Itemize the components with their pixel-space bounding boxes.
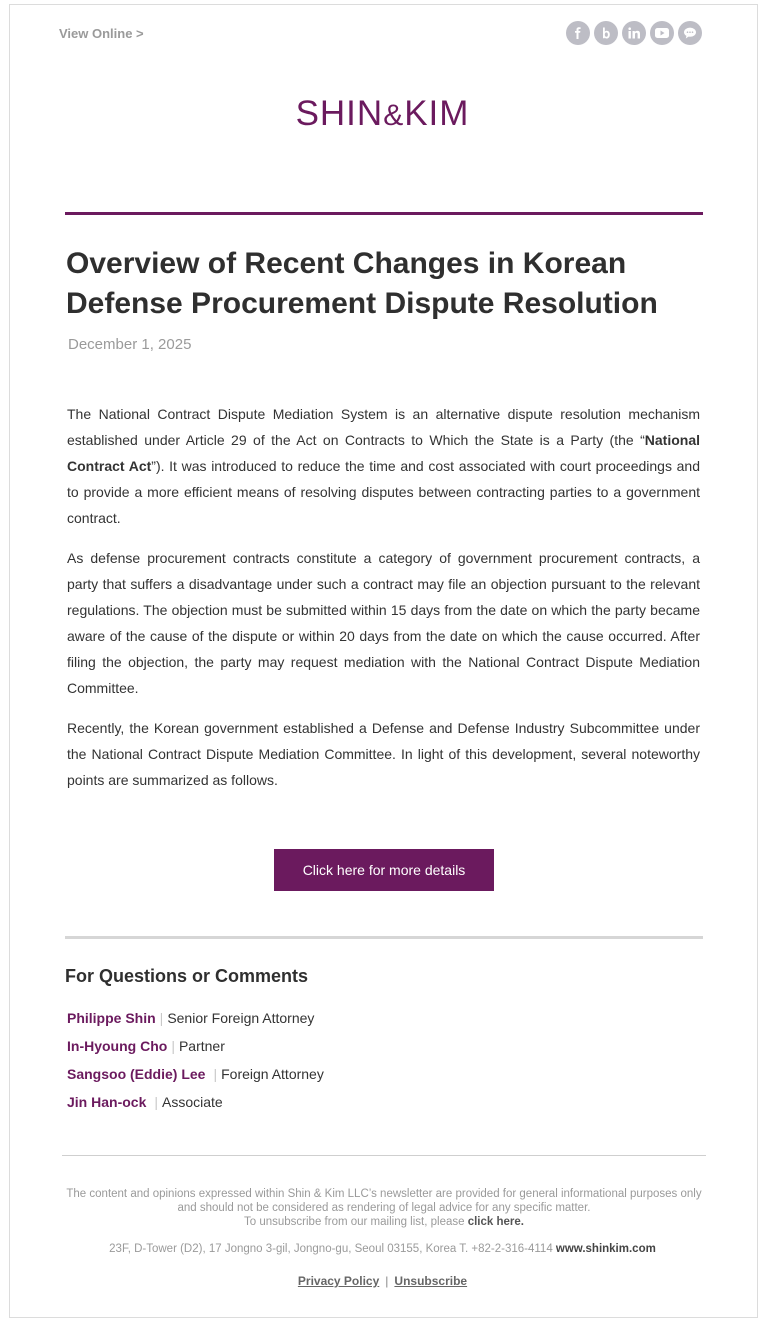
article-title: Overview of Recent Changes in Korean Defense Procurement Dispute Resolution [66, 247, 658, 320]
chat-icon[interactable] [678, 21, 702, 45]
youtube-icon[interactable] [650, 21, 674, 45]
contact-name-link[interactable]: Jin Han-ock [67, 1094, 147, 1110]
article-paragraph-3: Recently, the Korean government established a Defense and Defense Industry Subcommittee under the National Contract Dispute Mediation Committee. In light of this development, several noteworthy points are summarized as follows. [67, 720, 700, 788]
footer-address: 23F, D-Tower (D2), 17 Jongno 3-gil, Jongno-gu, Seoul 03155, Korea T. +82-2-316-4114 www.shinkim.com [109, 1243, 656, 1255]
contact-name-link[interactable]: Philippe Shin [67, 1010, 156, 1026]
footer-links: Privacy Policy | Unsubscribe [297, 1274, 468, 1288]
contact-row: In-Hyoung Cho | Partner [67, 1038, 225, 1054]
contact-name-link[interactable]: Sangsoo (Eddie) Lee [67, 1066, 206, 1082]
contact-row: Sangsoo (Eddie) Lee | Foreign Attorney [67, 1066, 324, 1082]
article-date: December 1, 2025 [68, 336, 192, 353]
shin-kim-logo: SHIN&KIM [295, 94, 470, 133]
section-divider [65, 936, 703, 939]
social-links [566, 21, 702, 45]
contact-name-link[interactable]: In-Hyoung Cho [67, 1038, 168, 1054]
contacts-heading: For Questions or Comments [65, 966, 309, 986]
article-paragraph-1: The National Contract Dispute Mediation System is an alternative dispute resolution mechanism established under Article 29 of the Act on Contracts to Which the State is a Party (the “National Contract Act”). It was introduced to reduce the time and cost associated with court proceedings and to provide a more efficient means of resolving disputes between contracting parties to a government contract. [67, 406, 700, 526]
footer-divider [62, 1155, 706, 1156]
footer-disclaimer: The content and opinions expressed within Shin & Kim LLC’s newsletter are provided for general informational purposes only and should not be considered as rendering of legal advice for any specific matter. To unsubscribe from our mailing list, please click here. [66, 1188, 702, 1228]
privacy-policy-link[interactable]: Privacy Policy [297, 1274, 380, 1288]
website-link[interactable]: www.shinkim.com [555, 1243, 656, 1255]
blog-icon[interactable] [594, 21, 618, 45]
contact-row: Jin Han-ock | Associate [67, 1094, 223, 1110]
facebook-icon[interactable] [566, 21, 590, 45]
contact-row: Philippe Shin | Senior Foreign Attorney [67, 1010, 315, 1026]
article-paragraph-2: As defense procurement contracts constitute a category of government procurement contracts, a party that suffers a disadvantage under such a contract may file an objection pursuant to the relevant regulations. The objection must be submitted within 15 days from the date on which the party became aware of the cause of the dispute or within 20 days from the date on which the cause occurred. After filing the objection, the party may request mediation with the National Contract Dispute Mediation Committee. [67, 550, 700, 696]
view-online-link[interactable]: View Online > [59, 26, 144, 41]
more-details-button[interactable]: Click here for more details [274, 849, 494, 891]
header-divider [65, 212, 703, 215]
linkedin-icon[interactable] [622, 21, 646, 45]
unsubscribe-link[interactable]: Unsubscribe [394, 1274, 468, 1288]
unsubscribe-click-here-link[interactable]: click here. [467, 1216, 524, 1228]
